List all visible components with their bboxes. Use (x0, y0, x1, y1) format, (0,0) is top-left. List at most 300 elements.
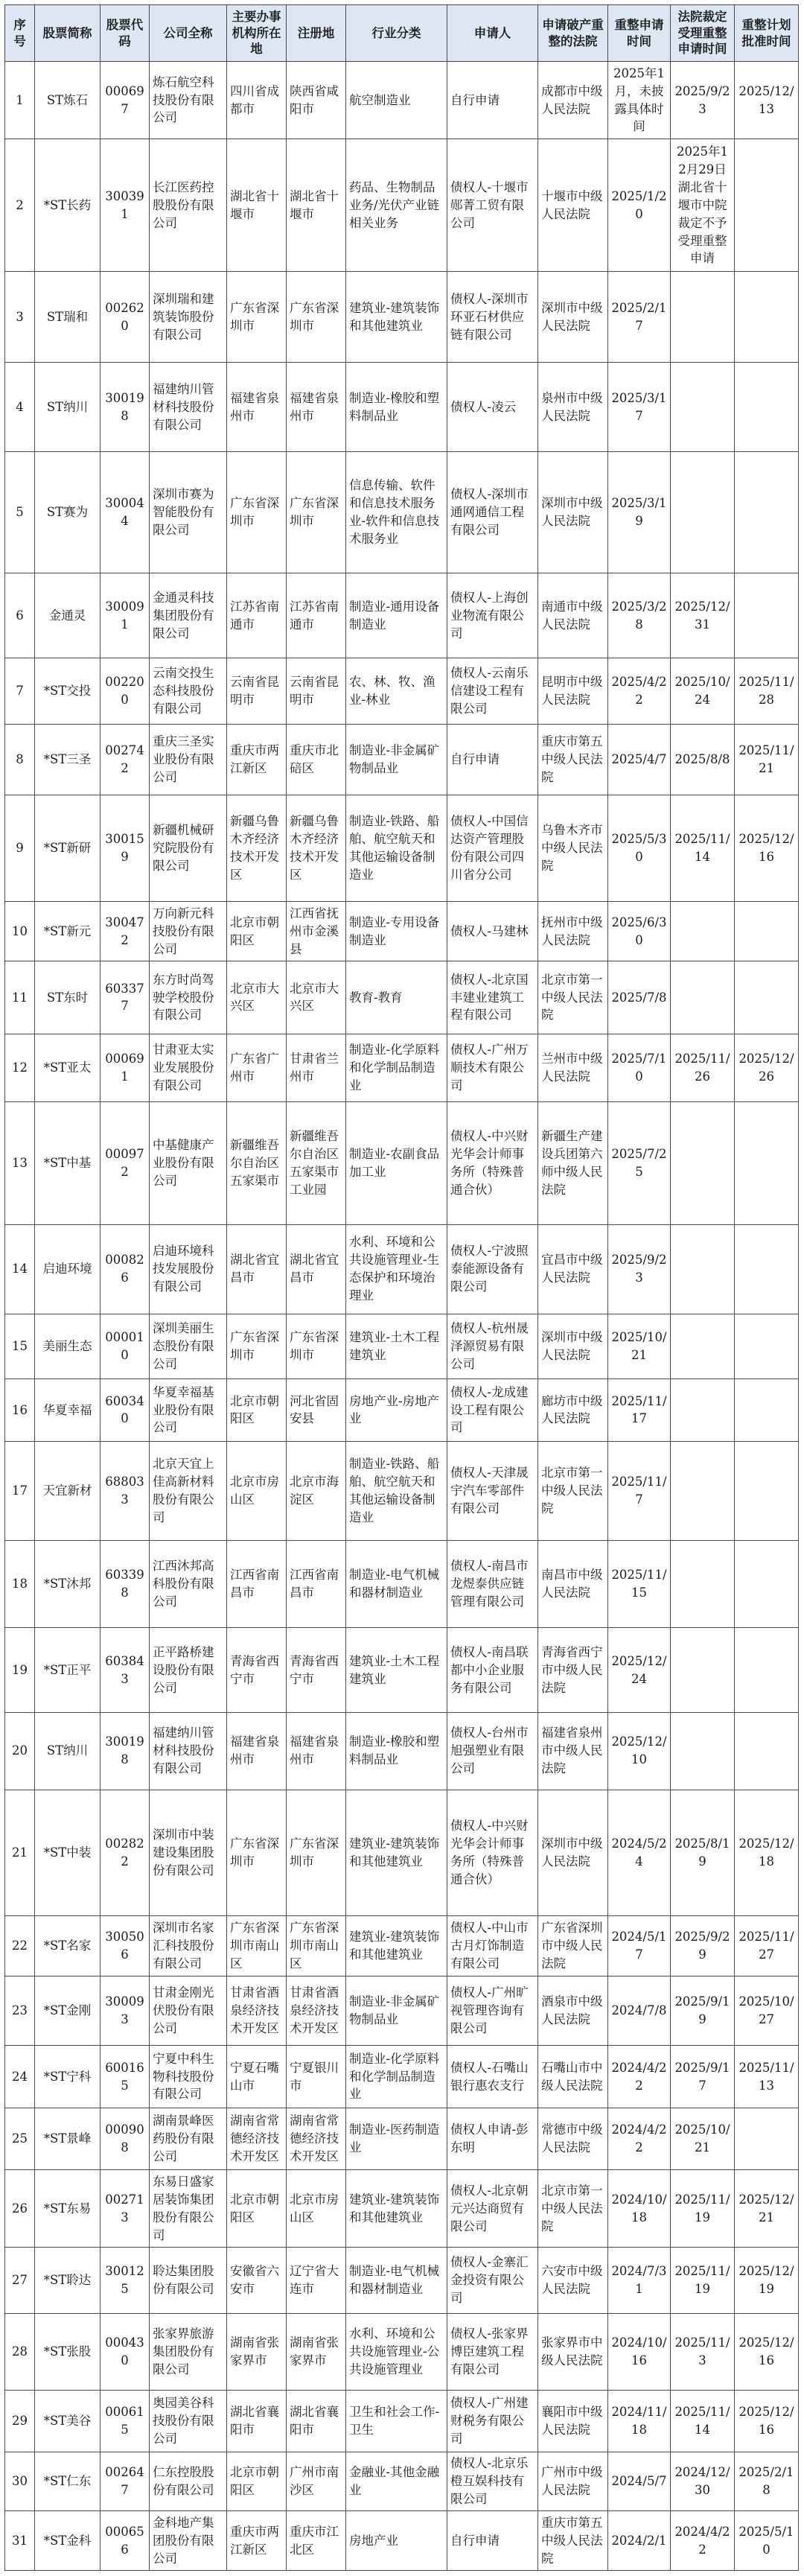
cell-applicant: 债权人-中兴财光华会计师事务所（特殊普通合伙） (447, 1790, 538, 1916)
header-cell: 注册地 (287, 5, 346, 62)
cell-applicant: 债权人-十堰市郧菁工贸有限公司 (447, 139, 538, 272)
cell-seq: 5 (5, 452, 35, 573)
cell-court: 福建省泉州市中级人民法院 (538, 1713, 608, 1790)
cell-office: 湖南省常德经济技术开发区 (227, 2108, 287, 2170)
table-row (5, 2108, 799, 2170)
cell-approve-date: 2025/11/13 (735, 2045, 799, 2108)
cell-office: 宁夏石嘴山市 (227, 2045, 287, 2108)
cell-approve-date (735, 1101, 799, 1224)
cell-name: *ST长药 (35, 139, 100, 272)
cell-name: ST纳川 (35, 363, 100, 452)
cell-industry: 水利、环境和公共设施管理业-生态保护和环境治理业 (346, 1224, 447, 1314)
cell-seq: 7 (5, 658, 35, 725)
cell-office: 北京市朝阳区 (227, 1378, 287, 1442)
cell-company: 北京天宜上佳高新材料股份有限公司 (150, 1442, 227, 1540)
cell-court: 青海省西宁市中级人民法院 (538, 1628, 608, 1713)
cell-accept-date: 2025/11/19 (671, 2170, 735, 2248)
cell-approve-date: 2025/12/16 (735, 2391, 799, 2452)
cell-court: 昆明市中级人民法院 (538, 658, 608, 725)
cell-name: ST瑞和 (35, 272, 100, 363)
cell-name: *ST新元 (35, 901, 100, 961)
cell-name: *ST中基 (35, 1101, 100, 1224)
cell-reg: 江西省南昌市 (287, 1540, 346, 1628)
cell-reg: 北京市大兴区 (287, 961, 346, 1034)
cell-code: 000615 (100, 2391, 150, 2452)
cell-code: 300198 (100, 1713, 150, 1790)
cell-court: 南通市中级人民法院 (538, 573, 608, 658)
cell-apply-date: 2025/2/17 (608, 272, 671, 363)
cell-industry: 建筑业-建筑装饰和其他建筑业 (346, 272, 447, 363)
cell-name: *ST中装 (35, 1790, 100, 1916)
cell-office: 广东省深圳市 (227, 1314, 287, 1378)
cell-court: 深圳市中级人民法院 (538, 1790, 608, 1916)
cell-accept-date (671, 272, 735, 363)
cell-reg: 重庆市北碚区 (287, 725, 346, 795)
cell-reg: 广东省深圳市 (287, 1314, 346, 1378)
cell-name: *ST张股 (35, 2314, 100, 2391)
cell-code: 688033 (100, 1442, 150, 1540)
cell-accept-date: 2025/9/19 (671, 1976, 735, 2045)
cell-accept-date (671, 1540, 735, 1628)
table-row (5, 1442, 799, 1540)
cell-name: 华夏幸福 (35, 1378, 100, 1442)
cell-seq: 27 (5, 2248, 35, 2314)
cell-company: 聆达集团股份有限公司 (150, 2248, 227, 2314)
cell-code: 300044 (100, 452, 150, 573)
table-row (5, 62, 799, 139)
cell-code: 603377 (100, 961, 150, 1034)
cell-accept-date: 2025/11/19 (671, 2248, 735, 2314)
cell-company: 重庆三圣实业股份有限公司 (150, 725, 227, 795)
cell-code: 300159 (100, 795, 150, 902)
cell-apply-date: 2025/11/17 (608, 1378, 671, 1442)
cell-industry: 制造业-农副食品加工业 (346, 1101, 447, 1224)
cell-industry: 制造业-电气机械和器材制造业 (346, 1540, 447, 1628)
cell-court: 兰州市中级人民法院 (538, 1034, 608, 1101)
cell-court: 深圳市中级人民法院 (538, 1314, 608, 1378)
cell-applicant: 债权人-北京朝元兴达商贸有限公司 (447, 2170, 538, 2248)
cell-office: 甘肃省酒泉经济技术开发区 (227, 1976, 287, 2045)
cell-court: 六安市中级人民法院 (538, 2248, 608, 2314)
cell-industry: 卫生和社会工作-卫生 (346, 2391, 447, 2452)
cell-industry: 制造业-铁路、船舶、航空航天和其他运输设备制造业 (346, 1442, 447, 1540)
cell-reg: 湖南省常德经济技术开发区 (287, 2108, 346, 2170)
cell-court: 广州市中级人民法院 (538, 2452, 608, 2511)
cell-name: *ST交投 (35, 658, 100, 725)
cell-seq: 17 (5, 1442, 35, 1540)
cell-accept-date (671, 961, 735, 1034)
cell-company: 甘肃金刚光伏股份有限公司 (150, 1976, 227, 2045)
cell-apply-date: 2024/10/18 (608, 2170, 671, 2248)
cell-accept-date: 2025/11/14 (671, 2391, 735, 2452)
cell-reg: 北京市房山区 (287, 2170, 346, 2248)
cell-approve-date (735, 1314, 799, 1378)
cell-code: 002200 (100, 658, 150, 725)
cell-reg: 新疆维吾尔自治区五家渠市工业园 (287, 1101, 346, 1224)
cell-apply-date: 2025/9/23 (608, 1224, 671, 1314)
cell-accept-date: 2025/8/19 (671, 1790, 735, 1916)
cell-industry: 房地产业-房地产业 (346, 1378, 447, 1442)
table-row (5, 2452, 799, 2511)
cell-apply-date: 2025/6/30 (608, 901, 671, 961)
cell-company: 深圳市名家汇科技股份有限公司 (150, 1916, 227, 1976)
cell-code: 002742 (100, 725, 150, 795)
cell-court: 泉州市中级人民法院 (538, 363, 608, 452)
cell-industry: 制造业-医药制造业 (346, 2108, 447, 2170)
table-row (5, 725, 799, 795)
cell-office: 湖南省张家界市 (227, 2314, 287, 2391)
table-row (5, 1034, 799, 1101)
cell-industry: 制造业-橡胶和塑料制品业 (346, 1713, 447, 1790)
restructuring-table (4, 4, 799, 2571)
cell-court: 北京市第一中级人民法院 (538, 961, 608, 1034)
cell-seq: 3 (5, 272, 35, 363)
cell-company: 炼石航空科技股份有限公司 (150, 62, 227, 139)
cell-reg: 广东省深圳市 (287, 452, 346, 573)
cell-accept-date: 2025年12月29日湖北省十堰市中院裁定不予受理重整申请 (671, 139, 735, 272)
cell-applicant: 债权人-南昌市龙煜泰供应链管理有限公司 (447, 1540, 538, 1628)
cell-code: 600165 (100, 2045, 150, 2108)
cell-office: 重庆市两江新区 (227, 725, 287, 795)
cell-approve-date: 2025/2/18 (735, 2452, 799, 2511)
cell-approve-date (735, 573, 799, 658)
cell-seq: 30 (5, 2452, 35, 2511)
cell-office: 青海省西宁市 (227, 1628, 287, 1713)
header-cell: 股票代码 (100, 5, 150, 62)
cell-reg: 湖北省襄阳市 (287, 2391, 346, 2452)
cell-approve-date (735, 1713, 799, 1790)
cell-reg: 广东省深圳市南山区 (287, 1916, 346, 1976)
cell-company: 东方时尚驾驶学校股份有限公司 (150, 961, 227, 1034)
cell-seq: 22 (5, 1916, 35, 1976)
cell-accept-date: 2024/4/22 (671, 2511, 735, 2571)
table-body (5, 62, 799, 2571)
table-row (5, 1916, 799, 1976)
cell-reg: 广州市南沙区 (287, 2452, 346, 2511)
table-row (5, 1378, 799, 1442)
cell-seq: 4 (5, 363, 35, 452)
cell-reg: 辽宁省大连市 (287, 2248, 346, 2314)
cell-name: *ST名家 (35, 1916, 100, 1976)
cell-reg: 新疆乌鲁木齐经济技术开发区 (287, 795, 346, 902)
cell-reg: 湖北省十堰市 (287, 139, 346, 272)
cell-seq: 24 (5, 2045, 35, 2108)
cell-industry: 建筑业-土木工程建筑业 (346, 1628, 447, 1713)
cell-accept-date (671, 1628, 735, 1713)
cell-name: *ST仁东 (35, 2452, 100, 2511)
table-row (5, 363, 799, 452)
table-row (5, 452, 799, 573)
cell-company: 中基健康产业股份有限公司 (150, 1101, 227, 1224)
table-row (5, 2391, 799, 2452)
cell-name: *ST沐邦 (35, 1540, 100, 1628)
cell-apply-date: 2025/11/7 (608, 1442, 671, 1540)
cell-applicant: 债权人-广州万顺技术有限公司 (447, 1034, 538, 1101)
cell-apply-date: 2025/12/10 (608, 1713, 671, 1790)
cell-approve-date (735, 961, 799, 1034)
cell-seq: 15 (5, 1314, 35, 1378)
cell-apply-date: 2025/7/8 (608, 961, 671, 1034)
cell-applicant: 债权人-金寨汇金投资有限公司 (447, 2248, 538, 2314)
table-row (5, 272, 799, 363)
cell-approve-date (735, 272, 799, 363)
cell-applicant: 债权人-马建林 (447, 901, 538, 961)
cell-accept-date: 2025/10/21 (671, 2108, 735, 2170)
cell-court: 北京市第一中级人民法院 (538, 1442, 608, 1540)
cell-name: *ST东易 (35, 2170, 100, 2248)
cell-applicant: 债权人-中兴财光华会计师事务所（特殊普通合伙） (447, 1101, 538, 1224)
cell-office: 北京市大兴区 (227, 961, 287, 1034)
cell-reg: 福建省泉州市 (287, 363, 346, 452)
cell-name: *ST景峰 (35, 2108, 100, 2170)
cell-applicant: 债权人-龙成建设工程有限公司 (447, 1378, 538, 1442)
cell-apply-date: 2025/3/28 (608, 573, 671, 658)
cell-accept-date (671, 1101, 735, 1224)
cell-court: 北京市第一中级人民法院 (538, 2170, 608, 2248)
cell-code: 000697 (100, 62, 150, 139)
cell-applicant: 债权人-中山市古月灯饰制造有限公司 (447, 1916, 538, 1976)
cell-approve-date (735, 1628, 799, 1713)
cell-approve-date: 2025/11/21 (735, 725, 799, 795)
cell-accept-date: 2025/12/31 (671, 573, 735, 658)
header-cell: 申请人 (447, 5, 538, 62)
cell-applicant: 自行申请 (447, 725, 538, 795)
table-row (5, 1314, 799, 1378)
cell-industry: 航空制造业 (346, 62, 447, 139)
cell-name: *ST新研 (35, 795, 100, 902)
cell-approve-date: 2025/12/26 (735, 1034, 799, 1101)
cell-apply-date: 2025/1/20 (608, 139, 671, 272)
cell-code: 000430 (100, 2314, 150, 2391)
cell-accept-date: 2024/12/30 (671, 2452, 735, 2511)
cell-apply-date: 2025/11/15 (608, 1540, 671, 1628)
cell-seq: 2 (5, 139, 35, 272)
cell-court: 石嘴山市中级人民法院 (538, 2045, 608, 2108)
cell-court: 张家界市中级人民法院 (538, 2314, 608, 2391)
cell-office: 新疆维吾尔自治区五家渠市 (227, 1101, 287, 1224)
cell-company: 张家界旅游集团股份有限公司 (150, 2314, 227, 2391)
cell-approve-date (735, 901, 799, 961)
cell-apply-date: 2025/10/21 (608, 1314, 671, 1378)
cell-reg: 福建省泉州市 (287, 1713, 346, 1790)
cell-accept-date (671, 901, 735, 961)
cell-approve-date (735, 363, 799, 452)
cell-office: 广东省广州市 (227, 1034, 287, 1101)
cell-industry: 制造业-电气机械和器材制造业 (346, 2248, 447, 2314)
cell-court: 新疆生产建设兵团第六师中级人民法院 (538, 1101, 608, 1224)
cell-industry: 制造业-非金属矿物制品业 (346, 725, 447, 795)
cell-seq: 28 (5, 2314, 35, 2391)
cell-company: 启迪环境科技发展股份有限公司 (150, 1224, 227, 1314)
cell-code: 300198 (100, 363, 150, 452)
cell-applicant: 债权人-北京乐橙互娱科技有限公司 (447, 2452, 538, 2511)
cell-seq: 23 (5, 1976, 35, 2045)
cell-company: 深圳市中装建设集团股份有限公司 (150, 1790, 227, 1916)
cell-name: *ST聆达 (35, 2248, 100, 2314)
cell-approve-date (735, 139, 799, 272)
cell-company: 深圳美丽生态股份有限公司 (150, 1314, 227, 1378)
cell-apply-date: 2024/7/8 (608, 1976, 671, 2045)
cell-applicant: 自行申请 (447, 2511, 538, 2571)
cell-court: 重庆市第五中级人民法院 (538, 2511, 608, 2571)
cell-name: *ST正平 (35, 1628, 100, 1713)
cell-apply-date: 2024/4/22 (608, 2108, 671, 2170)
cell-applicant: 债权人-深圳市环亚石材供应链有限公司 (447, 272, 538, 363)
cell-accept-date (671, 1224, 735, 1314)
cell-code: 600340 (100, 1378, 150, 1442)
cell-code: 002647 (100, 2452, 150, 2511)
cell-office: 新疆乌鲁木齐经济技术开发区 (227, 795, 287, 902)
cell-name: *ST三圣 (35, 725, 100, 795)
cell-industry: 建筑业-建筑装饰和其他建筑业 (346, 1916, 447, 1976)
table-row (5, 1101, 799, 1224)
header-cell: 申请破产重整的法院 (538, 5, 608, 62)
cell-court: 南昌市中级人民法院 (538, 1540, 608, 1628)
cell-company: 华夏幸福基业股份有限公司 (150, 1378, 227, 1442)
cell-code: 603843 (100, 1628, 150, 1713)
cell-reg: 云南省昆明市 (287, 658, 346, 725)
cell-company: 甘肃亚太实业发展股份有限公司 (150, 1034, 227, 1101)
cell-company: 福建纳川管材科技股份有限公司 (150, 1713, 227, 1790)
cell-applicant: 债权人-广州旷视管理咨询有限公司 (447, 1976, 538, 2045)
cell-industry: 制造业-橡胶和塑料制品业 (346, 363, 447, 452)
cell-approve-date: 2025/5/10 (735, 2511, 799, 2571)
table-row (5, 901, 799, 961)
cell-court: 廊坊市中级人民法院 (538, 1378, 608, 1442)
cell-code: 300472 (100, 901, 150, 961)
cell-seq: 12 (5, 1034, 35, 1101)
cell-industry: 金融业-其他金融业 (346, 2452, 447, 2511)
header-cell: 重整申请时间 (608, 5, 671, 62)
cell-company: 江西沐邦高科股份有限公司 (150, 1540, 227, 1628)
cell-industry: 制造业-化学原料和化学制品制造业 (346, 1034, 447, 1101)
cell-approve-date (735, 2108, 799, 2170)
cell-company: 奥园美谷科技股份有限公司 (150, 2391, 227, 2452)
table-row (5, 1628, 799, 1713)
cell-court: 广东省深圳市中级人民法院 (538, 1916, 608, 1976)
cell-apply-date: 2025/3/17 (608, 363, 671, 452)
cell-accept-date: 2025/11/14 (671, 795, 735, 902)
cell-office: 福建省泉州市 (227, 1713, 287, 1790)
cell-applicant: 债权人-深圳市通网通信工程有限公司 (447, 452, 538, 573)
cell-office: 云南省昆明市 (227, 658, 287, 725)
cell-accept-date: 2025/11/26 (671, 1034, 735, 1101)
header-cell: 行业分类 (346, 5, 447, 62)
table-row (5, 2248, 799, 2314)
table-row (5, 1224, 799, 1314)
cell-company: 湖南景峰医药股份有限公司 (150, 2108, 227, 2170)
cell-court: 深圳市中级人民法院 (538, 272, 608, 363)
cell-name: 美丽生态 (35, 1314, 100, 1378)
cell-court: 成都市中级人民法院 (538, 62, 608, 139)
cell-court: 十堰市中级人民法院 (538, 139, 608, 272)
cell-applicant: 债权人-天津晟宇汽车零部件有限公司 (447, 1442, 538, 1540)
cell-apply-date: 2025/5/30 (608, 795, 671, 902)
cell-reg: 宁夏银川市 (287, 2045, 346, 2108)
table-row (5, 2511, 799, 2571)
cell-code: 603398 (100, 1540, 150, 1628)
cell-applicant: 债权人-上海创业物流有限公司 (447, 573, 538, 658)
header-cell: 法院裁定受理重整申请时间 (671, 5, 735, 62)
cell-industry: 制造业-专用设备制造业 (346, 901, 447, 961)
cell-office: 北京市朝阳区 (227, 2452, 287, 2511)
table-row (5, 961, 799, 1034)
header-cell: 公司全称 (150, 5, 227, 62)
cell-code: 000908 (100, 2108, 150, 2170)
cell-office: 湖北省宜昌市 (227, 1224, 287, 1314)
table-row (5, 139, 799, 272)
cell-name: *ST金科 (35, 2511, 100, 2571)
header-cell: 主要办事机构所在地 (227, 5, 287, 62)
cell-company: 金科地产集团股份有限公司 (150, 2511, 227, 2571)
cell-court: 乌鲁木齐市中级人民法院 (538, 795, 608, 902)
cell-company: 金通灵科技集团股份有限公司 (150, 573, 227, 658)
cell-company: 宁夏中科生物科技股份有限公司 (150, 2045, 227, 2108)
cell-reg: 广东省深圳市 (287, 1790, 346, 1916)
table-row (5, 795, 799, 902)
cell-apply-date: 2025/4/7 (608, 725, 671, 795)
cell-code: 000826 (100, 1224, 150, 1314)
cell-name: ST纳川 (35, 1713, 100, 1790)
cell-applicant: 债权人-张家界博臣建筑工程有限公司 (447, 2314, 538, 2391)
cell-name: 金通灵 (35, 573, 100, 658)
cell-accept-date (671, 1314, 735, 1378)
cell-applicant: 债权人申请-彭东明 (447, 2108, 538, 2170)
cell-industry: 水利、环境和公共设施管理业-公共设施管理业 (346, 2314, 447, 2391)
cell-office: 广东省深圳市 (227, 272, 287, 363)
cell-industry: 制造业-非金属矿物制品业 (346, 1976, 447, 2045)
cell-apply-date: 2025/4/22 (608, 658, 671, 725)
cell-office: 江苏省南通市 (227, 573, 287, 658)
cell-apply-date: 2024/5/17 (608, 1916, 671, 1976)
table-row (5, 2314, 799, 2391)
cell-seq: 13 (5, 1101, 35, 1224)
cell-company: 深圳瑞和建筑装饰股份有限公司 (150, 272, 227, 363)
table-row (5, 1713, 799, 1790)
cell-industry: 信息传输、软件和信息技术服务业-软件和信息技术服务业 (346, 452, 447, 573)
cell-applicant: 债权人-北京国丰建业建筑工程有限公司 (447, 961, 538, 1034)
cell-approve-date: 2025/12/18 (735, 1790, 799, 1916)
header-cell: 股票简称 (35, 5, 100, 62)
cell-company: 云南交投生态科技股份有限公司 (150, 658, 227, 725)
cell-approve-date: 2025/12/16 (735, 2314, 799, 2391)
table-row (5, 1790, 799, 1916)
cell-reg: 陕西省咸阳市 (287, 62, 346, 139)
cell-industry: 房地产业 (346, 2511, 447, 2571)
cell-accept-date: 2025/9/23 (671, 62, 735, 139)
cell-accept-date (671, 1713, 735, 1790)
cell-reg: 重庆市江北区 (287, 2511, 346, 2571)
cell-seq: 8 (5, 725, 35, 795)
cell-reg: 湖南省张家界市 (287, 2314, 346, 2391)
cell-industry: 制造业-铁路、船舶、航空航天和其他运输设备制造业 (346, 795, 447, 902)
cell-reg: 江西省抚州市金溪县 (287, 901, 346, 961)
cell-office: 湖北省襄阳市 (227, 2391, 287, 2452)
cell-applicant: 债权人-宁波照泰能源设备有限公司 (447, 1224, 538, 1314)
cell-code: 300093 (100, 1976, 150, 2045)
cell-seq: 1 (5, 62, 35, 139)
cell-applicant: 债权人-广州建财税务有限公司 (447, 2391, 538, 2452)
cell-approve-date: 2025/12/21 (735, 2170, 799, 2248)
cell-seq: 18 (5, 1540, 35, 1628)
cell-apply-date: 2024/10/16 (608, 2314, 671, 2391)
cell-approve-date (735, 1224, 799, 1314)
cell-code: 300506 (100, 1916, 150, 1976)
cell-industry: 农、林、牧、渔业-林业 (346, 658, 447, 725)
cell-name: *ST美谷 (35, 2391, 100, 2452)
cell-name: *ST金刚 (35, 1976, 100, 2045)
cell-approve-date: 2025/12/13 (735, 62, 799, 139)
